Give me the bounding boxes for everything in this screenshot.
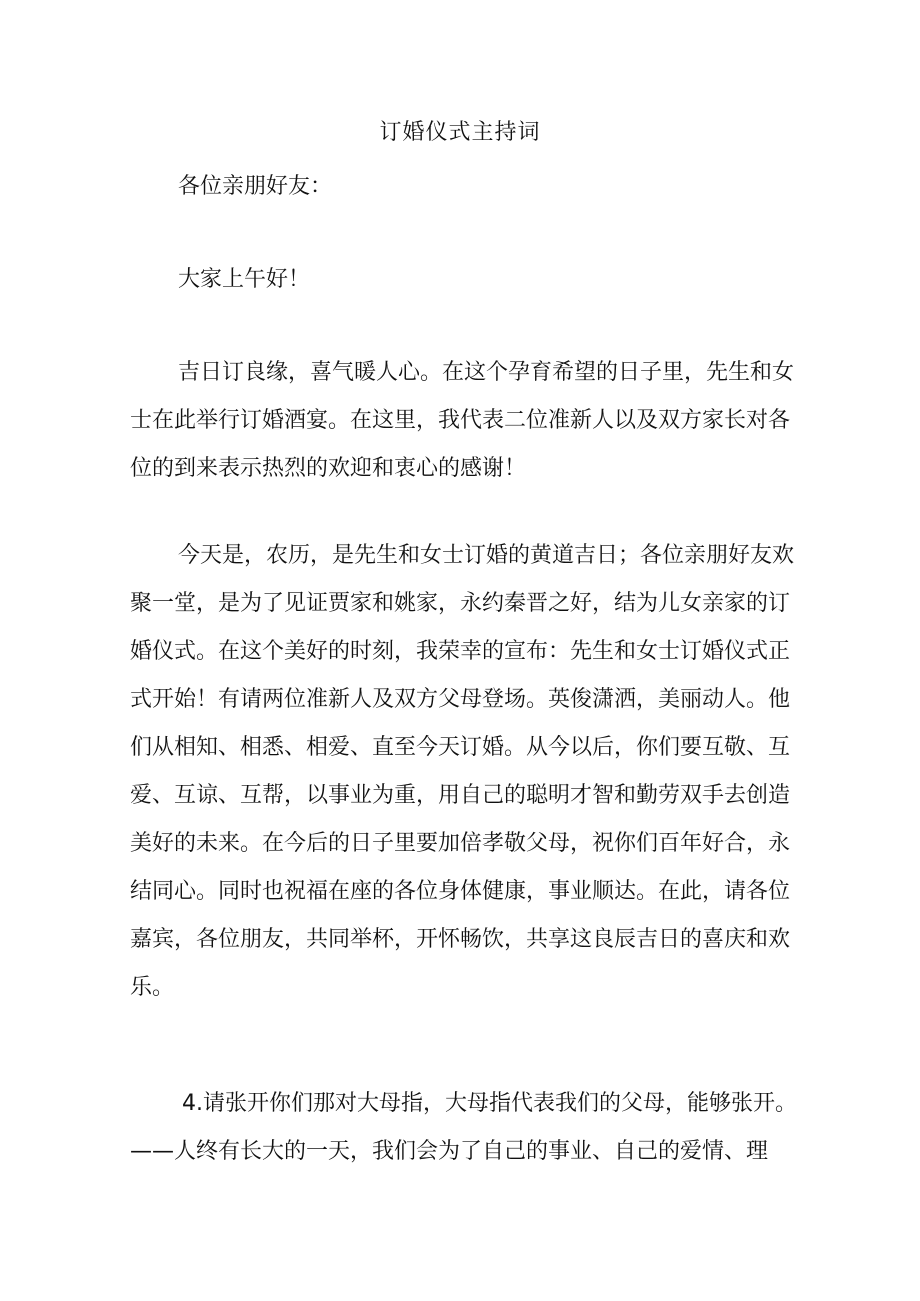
paragraph-2: 今天是，农历，是先生和女士订婚的黄道吉日；各位亲朋好友欢聚一堂，是为了见证贾家和姚家，永约秦晋之好，结为儿女亲家的订婚仪式。在这个美好的时刻，我荣幸的宣布：先生和女士订婚仪式正式开始！有请两位准新人及双方父母登场。英俊潇洒，美丽动人。他们从相知、相悉、相爱、直至今天订婚。从今以后，你们要互敬、互爱、互谅、互帮，以事业为重，用自己的聪明才智和勤劳双手去创造美好的未来。在今后的日子里要加倍孝敬父母，祝你们百年好合，永结同心。同时也祝福在座的各位身体健康，事业顺达。在此，请各位嘉宾，各位朋友，共同举杯，开怀畅饮，共享这良辰吉日的喜庆和欢乐。	[130, 543, 795, 1000]
hello-line: 大家上午好！	[178, 267, 311, 292]
document-title: 订婚仪式主持词	[379, 120, 541, 145]
greeting-line: 各位亲朋好友：	[178, 174, 333, 199]
paragraph-3: 4.请张开你们那对大母指，大母指代表我们的父母，能够张开。——人终有长大的一天，我们会为了自己的事业、自己的爱情、理	[130, 1091, 797, 1164]
paragraph-1: 吉日订良缘，喜气暖人心。在这个孕育希望的日子里，先生和女士在此举行订婚酒宴。在这里，我代表二位准新人以及双方家长对各位的到来表示热烈的欢迎和衷心的感谢！	[130, 360, 795, 481]
